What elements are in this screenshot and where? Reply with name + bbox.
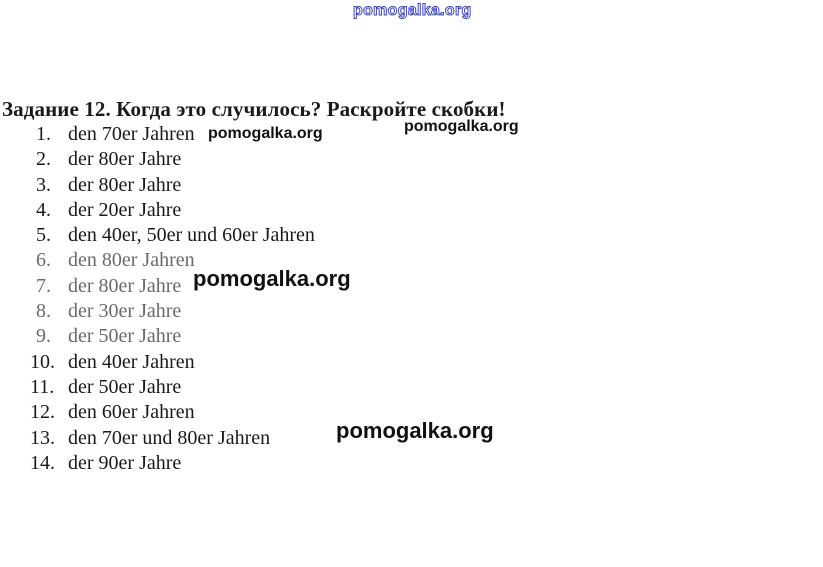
item-text: der 80er Jahre bbox=[68, 274, 182, 297]
watermark-large-2: pomogalka.org bbox=[336, 418, 494, 443]
item-text: der 50er Jahre bbox=[68, 325, 182, 348]
item-number: 13. bbox=[30, 426, 55, 449]
list-item bbox=[30, 198, 315, 223]
item-text: den 40er Jahren bbox=[68, 350, 195, 373]
item-text: den 70er Jahren bbox=[68, 123, 195, 145]
item-text: den 40er, 50er und 60er Jahren bbox=[68, 224, 315, 247]
task-title: Задание 12. Когда это случилось? Раскройте скобки! bbox=[2, 97, 506, 121]
item-text: der 90er Jahre bbox=[68, 451, 182, 474]
item-number: 3. bbox=[36, 173, 51, 196]
item-number: 5. bbox=[36, 224, 51, 247]
list-item bbox=[30, 147, 315, 172]
item-text: der 30er Jahre bbox=[68, 300, 182, 323]
watermark-large-1: pomogalka.org bbox=[193, 266, 351, 291]
item-number: 9. bbox=[36, 325, 51, 348]
watermark-inline-1: pomogalka.org bbox=[208, 125, 323, 142]
item-number: 7. bbox=[36, 274, 51, 297]
item-text: den 70er und 80er Jahren bbox=[68, 426, 271, 449]
list-item bbox=[30, 451, 315, 476]
item-text: der 80er Jahre bbox=[68, 173, 182, 196]
list-item bbox=[30, 426, 315, 451]
watermark-inline-2: pomogalka.org bbox=[404, 118, 519, 135]
item-number: 1. bbox=[36, 123, 51, 145]
item-number: 6. bbox=[36, 249, 51, 272]
item-number: 8. bbox=[36, 300, 51, 323]
list-item bbox=[30, 375, 315, 400]
item-text: der 50er Jahre bbox=[68, 375, 182, 398]
list-item bbox=[30, 299, 315, 324]
item-number: 4. bbox=[36, 198, 51, 221]
item-number: 11. bbox=[30, 375, 55, 398]
item-number: 10. bbox=[30, 350, 55, 373]
watermark-top: pomogalka.org bbox=[353, 2, 472, 19]
item-text: der 80er Jahre bbox=[68, 148, 182, 171]
item-number: 14. bbox=[30, 451, 55, 474]
item-text: der 20er Jahre bbox=[68, 198, 182, 221]
item-text: den 80er Jahren bbox=[68, 249, 195, 272]
item-number: 12. bbox=[30, 401, 55, 424]
list-item bbox=[30, 350, 315, 375]
item-text: den 60er Jahren bbox=[68, 401, 195, 424]
answer-list bbox=[30, 122, 315, 476]
list-item bbox=[30, 223, 315, 248]
list-item bbox=[30, 324, 315, 349]
item-number: 2. bbox=[36, 148, 51, 171]
list-item bbox=[30, 173, 315, 198]
list-item bbox=[30, 400, 315, 425]
